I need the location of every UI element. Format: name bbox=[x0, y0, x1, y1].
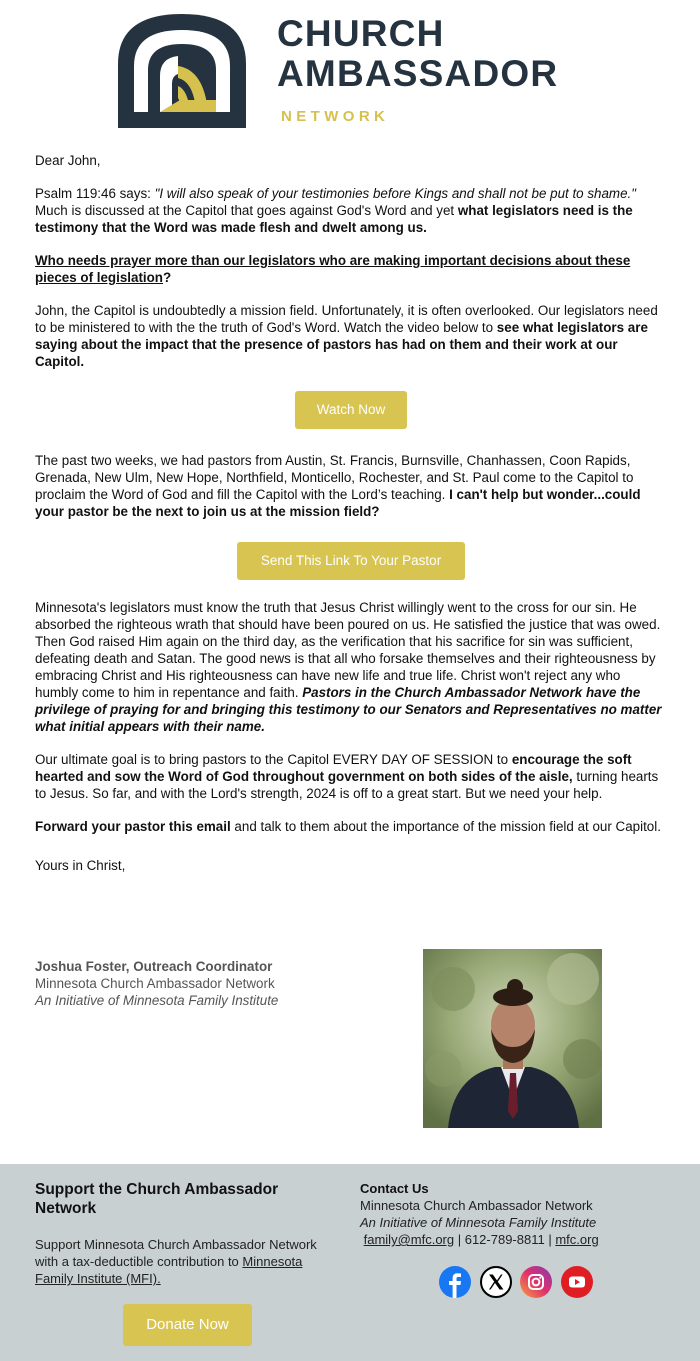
psalm-context: Much is discussed at the Capitol that goes against God's Word and yet bbox=[35, 203, 458, 218]
donate-now-button[interactable]: Donate Now bbox=[123, 1304, 252, 1346]
support-title: Support the Church Ambassador Network bbox=[35, 1181, 279, 1217]
contact-initiative: An Initiative of Minnesota Family Institute bbox=[360, 1215, 597, 1230]
youtube-icon[interactable] bbox=[561, 1266, 593, 1298]
church-ambassador-logo-icon bbox=[118, 14, 246, 128]
signature-name: Joshua Foster, Outreach Coordinator bbox=[35, 959, 273, 974]
psalm-quote: "I will also speak of your testimonies before Kings and shall not be put to shame." bbox=[154, 186, 637, 201]
signature-org: Minnesota Church Ambassador Network bbox=[35, 976, 275, 991]
goal-text: Our ultimate goal is to bring pastors to the Capitol EVERY DAY OF SESSION to bbox=[35, 752, 512, 767]
mission-field-emphasis: see what legislators are saying about the impact that the presence of pastors has had on them and their work at our Capitol. bbox=[35, 320, 648, 369]
goal-end: turning hearts to Jesus. So far, and with the Lord's strength, 2024 is off to a great start. But we need your help. bbox=[35, 769, 659, 801]
logo-line-church: CHURCH bbox=[277, 13, 445, 54]
social-links bbox=[439, 1266, 598, 1298]
pastors-text: The past two weeks, we had pastors from Austin, St. Francis, Burnsville, Chanhassen, Coon Rapids, Grenada, New Ulm, New Hope, Northfield, Monticello, Rochester, and St. Paul come to the Capitol to proclaim the Word of God and fill the Capitol with the Lord’s teaching. bbox=[35, 453, 634, 502]
contact-org: Minnesota Church Ambassador Network bbox=[360, 1198, 593, 1213]
x-icon[interactable] bbox=[480, 1266, 512, 1298]
forward-emphasis: Forward your pastor this email bbox=[35, 819, 231, 834]
paragraph-goal bbox=[35, 751, 667, 802]
logo-line-ambassador: AMBASSADOR bbox=[277, 53, 559, 94]
paragraph-gospel bbox=[35, 599, 667, 735]
paragraph-mission-field bbox=[35, 302, 667, 370]
watch-button-row bbox=[35, 391, 667, 429]
support-text bbox=[35, 1236, 335, 1287]
send-link-to-pastor-button[interactable]: Send This Link To Your Pastor bbox=[237, 542, 465, 580]
send-button-row bbox=[35, 542, 667, 580]
mission-field-text: John, the Capitol is undoubtedly a mission field. Unfortunately, it is often overlooked. Our legislators need to be ministered to with the the truth of God's Word. Watch the video below to bbox=[35, 303, 658, 335]
contact-line bbox=[360, 1231, 660, 1248]
gospel-emphasis: Pastors in the Church Ambassador Network have the privilege of praying for and bringing this testimony to our Senators and Representatives no matter what initial appears with their name. bbox=[35, 685, 662, 734]
goal-emphasis: encourage the soft hearted and sow the Word of God throughout government on both sides of the aisle, bbox=[35, 752, 632, 784]
closing: Yours in Christ, bbox=[35, 858, 126, 873]
joshua-foster-photo bbox=[423, 949, 602, 1128]
contact-title: Contact Us bbox=[360, 1181, 429, 1196]
forward-text: and talk to them about the importance of the mission field at our Capitol. bbox=[230, 819, 661, 834]
pastors-emphasis: I can't help but wonder...could your pastor be the next to join us at the mission field? bbox=[35, 487, 641, 519]
psalm-emphasis: what legislators need is the testimony that the Word was made flesh and dwelt among us. bbox=[35, 203, 633, 235]
letter-body bbox=[35, 152, 667, 890]
contact-site-link[interactable]: mfc.org bbox=[555, 1232, 599, 1247]
paragraph-psalm bbox=[35, 185, 667, 236]
prayer-question-mark: ? bbox=[163, 270, 172, 285]
contact-section bbox=[360, 1180, 660, 1248]
logo-line-network: NETWORK bbox=[281, 108, 390, 125]
logo-wordmark bbox=[277, 14, 558, 94]
psalm-intro: Psalm 119:46 says: bbox=[35, 186, 155, 201]
mfi-link[interactable]: Minnesota Family Institute (MFI). bbox=[35, 1254, 303, 1286]
paragraph-forward bbox=[35, 818, 667, 835]
facebook-icon[interactable] bbox=[439, 1266, 471, 1298]
footer bbox=[0, 1164, 700, 1361]
watch-now-button[interactable]: Watch Now bbox=[295, 391, 407, 429]
prayer-question: Who needs prayer more than our legislators who are making important decisions about these pieces of legislation bbox=[35, 253, 631, 285]
support-description: Support Minnesota Church Ambassador Network with a tax-deductible contribution to bbox=[35, 1237, 317, 1269]
signature bbox=[35, 958, 278, 1009]
instagram-icon[interactable] bbox=[520, 1266, 552, 1298]
header bbox=[0, 0, 700, 140]
contact-phone: | 612-789-8811 | bbox=[454, 1232, 556, 1247]
paragraph-pastors bbox=[35, 452, 667, 520]
greeting: Dear John, bbox=[35, 153, 101, 168]
contact-email-link[interactable]: family@mfc.org bbox=[363, 1232, 455, 1247]
support-section bbox=[35, 1180, 335, 1287]
paragraph-prayer-question bbox=[35, 252, 667, 286]
signature-initiative: An Initiative of Minnesota Family Institute bbox=[35, 993, 279, 1008]
gospel-text: Minnesota's legislators must know the truth that Jesus Christ willingly went to the cross for our sin. He absorbed the righteous wrath that should have been poured on us. He satisfied the justice that was owed. Then God raised Him again on the third day, as the verification that his sacrifice for sin was sufficient, defeating death and Satan. The good news is that all who forsake themselves and their righteousness by embracing Christ and His righteousness can have new life and true life. Christ won't reject any who humbly come to him in repentance and faith. bbox=[35, 600, 661, 700]
